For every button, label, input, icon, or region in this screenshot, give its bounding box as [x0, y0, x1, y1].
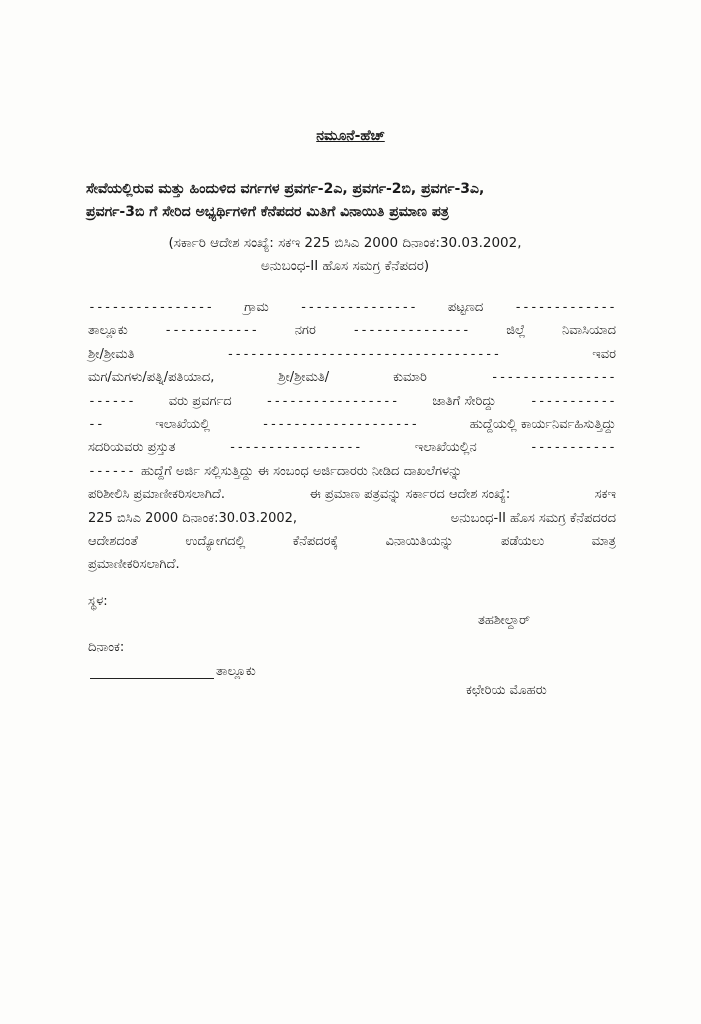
body-line-5 — [88, 394, 616, 417]
label-currently: ಸದರಿಯವರು ಪ್ರಸ್ತುತ — [88, 440, 176, 456]
label-their: ಇವರ — [592, 346, 616, 362]
certificate-heading — [86, 178, 626, 224]
body-line-11 — [88, 534, 616, 557]
order-line-1: (ಸರ್ಕಾರಿ ಆದೇಶ ಸಂಖ್ಯೆ: ಸಕಇ 225 ಬಿಸಿಎ 2000 ದಿನಾಂಕ:30.03.2002, — [168, 235, 522, 251]
body-line-9 — [88, 487, 616, 510]
blank-field: ------------ — [164, 323, 259, 339]
taluk-field — [90, 662, 256, 679]
body-text: ಪರಿಶೀಲಿಸಿ ಪ್ರಮಾಣೀಕರಿಸಲಾಗಿದೆ. — [88, 487, 225, 503]
body-text: ಪಡೆಯಲು — [501, 533, 545, 549]
body-text: ಅನುಬಂಧ-II ಹೊಸ ಸಮಗ್ರ ಕೆನೆಪದರದ — [450, 510, 616, 526]
heading-line-2: ಪ್ರವರ್ಗ-3ಬಿ ಗೆ ಸೇರಿದ ಅಭ್ಯರ್ಥಿಗಳಿಗೆ ಕೆನೆಪದರ ಮಿತಿಗೆ ವಿನಾಯಿತಿ ಪ್ರಮಾಣ ಪತ್ರ — [86, 204, 449, 220]
blank-field: --------------- — [299, 300, 418, 315]
body-text: ಕೆನೆಪದರಕ್ಕೆ — [292, 533, 339, 549]
blank-field: ----------------------------------- — [226, 346, 501, 362]
label-working-post: ಹುದ್ದೆಯಲ್ಲಿ ಕಾರ್ಯನಿರ್ವಹಿಸುತ್ತಿದ್ದು — [469, 416, 616, 432]
body-text: 225 ಬಿಸಿಎ 2000 ದಿನಾಂಕ:30.03.2002, — [88, 510, 298, 526]
blank-field: ---------------- — [88, 300, 214, 315]
taluk-blank-line — [90, 662, 214, 679]
body-line-8 — [88, 464, 616, 487]
body-text: ಈ ಪ್ರಮಾಣ ಪತ್ರವನ್ನು ಸರ್ಕಾರದ ಆದೇಶ ಸಂಖ್ಯೆ: — [309, 487, 511, 503]
taluk-label: ತಾಲ್ಲೂಕು — [216, 664, 256, 679]
body-line-7 — [88, 440, 616, 463]
label-category: ವರು ಪ್ರವರ್ಗದ — [168, 393, 232, 409]
office-seal-label: ಕಛೇರಿಯ ಮೊಹರು — [466, 683, 547, 698]
blank-field: ----------- — [529, 393, 616, 409]
blank-field: -------------------- — [261, 416, 419, 432]
body-line-12 — [88, 557, 616, 580]
label-department: ಇಲಾಖೆಯಲ್ಲಿ — [155, 416, 211, 432]
body-line-1 — [88, 300, 616, 323]
blank-field: ------------- — [514, 300, 616, 315]
body-text: ಆದೇಶದಂತೆ — [88, 533, 138, 549]
body-text: ಉದ್ಯೋಗದಲ್ಲಿ — [185, 533, 246, 549]
place-label: ಸ್ಥಳ: — [88, 594, 108, 609]
tahsildar-signature-label: ತಹಶೀಲ್ದಾರ್ — [478, 613, 531, 628]
blank-field: ---------------- — [490, 370, 616, 386]
label-name-title: ಶ್ರೀ/ಶ್ರೀಮತಿ — [88, 346, 135, 362]
heading-line-1: ಸೇವೆಯಲ್ಲಿರುವ ಮತ್ತು ಹಿಂದುಳಿದ ವರ್ಗಗಳ ಪ್ರವರ್ಗ-2ಎ, ಪ್ರವರ್ಗ-2ಬಿ, ಪ್ರವರ್ಗ-3ಎ, — [86, 181, 485, 197]
government-order-reference — [90, 232, 600, 278]
form-title — [0, 128, 701, 144]
label-village: ಗ್ರಾಮ — [244, 300, 269, 315]
label-town: ಪಟ್ಟಣದ — [447, 300, 484, 315]
date-label: ದಿನಾಂಕ: — [88, 640, 125, 655]
blank-field: ----------------- — [228, 440, 362, 456]
blank-field: ----------------- — [265, 393, 399, 409]
blank-field: --------------- — [352, 323, 470, 339]
blank-field: ------ — [88, 463, 135, 479]
certificate-body — [88, 300, 616, 581]
form-title-text: ನಮೂನೆ-ಹೆಚ್ — [316, 128, 385, 144]
body-line-10 — [88, 511, 616, 534]
body-text: ಹುದ್ದೆಗೆ ಅರ್ಜಿ ಸಲ್ಲಿಸುತ್ತಿದ್ದು ಈ ಸಂಬಂಧ ಅರ್ಜಿದಾರರು ನೀಡಿದ ದಾಖಲೆಗಳನ್ನು — [140, 463, 463, 479]
label-city: ನಗರ — [294, 323, 316, 339]
body-line-6 — [88, 417, 616, 440]
body-line-2 — [88, 323, 616, 346]
body-text: ಪ್ರಮಾಣೀಕರಿಸಲಾಗಿದೆ. — [88, 557, 180, 573]
label-district: ಜಿಲ್ಲೆ — [506, 323, 526, 339]
label-relation: ಮಗ/ಮಗಳು/ಪತ್ನಿ/ಪತಿಯಾದ, — [88, 370, 215, 386]
label-taluk: ತಾಲ್ಲೂಕು — [88, 323, 128, 339]
label-caste: ಜಾತಿಗೆ ಸೇರಿದ್ದು — [432, 393, 497, 409]
blank-field: ----------- — [529, 440, 616, 456]
body-text: ಸಕಇ — [594, 487, 616, 503]
body-text: ಮಾತ್ರ — [591, 533, 616, 549]
label-kumari: ಕುಮಾರಿ — [393, 370, 427, 386]
label-resident: ನಿವಾಸಿಯಾದ — [562, 323, 616, 339]
body-text: ವಿನಾಯಿತಿಯನ್ನು — [385, 533, 454, 549]
blank-field: -- — [88, 416, 104, 432]
order-line-2: ಅನುಬಂಧ-II ಹೊಸ ಸಮಗ್ರ ಕೆನೆಪದರ) — [260, 258, 430, 274]
body-line-4 — [88, 370, 616, 393]
label-in-department: ಇಲಾಖೆಯಲ್ಲಿನ — [414, 440, 477, 456]
label-parent-title: ಶ್ರೀ/ಶ್ರೀಮತಿ/ — [278, 370, 330, 386]
body-line-3 — [88, 347, 616, 370]
blank-field: ------ — [88, 393, 135, 409]
